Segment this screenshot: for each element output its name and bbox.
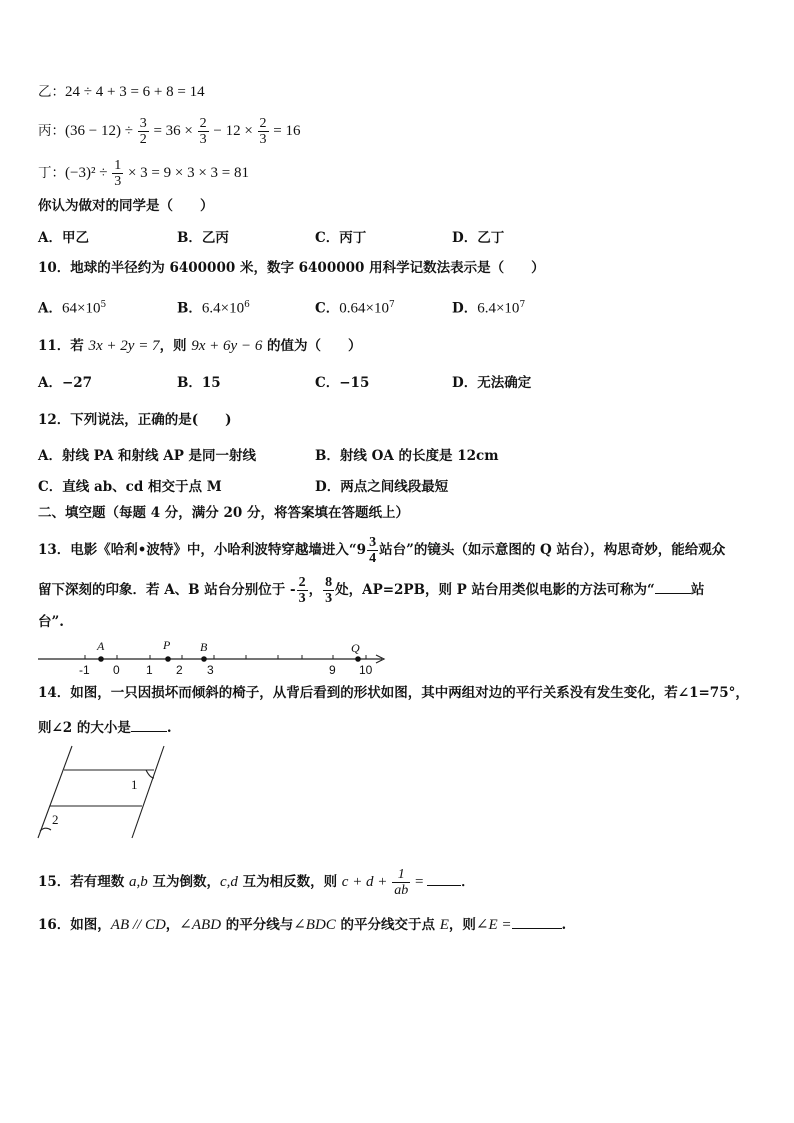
q10-option-d: D．$6.4\times 10^7$ bbox=[452, 300, 526, 317]
angle-2-label: 2 bbox=[52, 812, 59, 827]
label-a: A bbox=[97, 639, 105, 653]
fraction: $\frac{1}{ab}$ bbox=[394, 867, 409, 898]
q10-option-a: A．$64\times 10^5$ bbox=[38, 300, 107, 317]
q16-text: 16．如图，AB // CD，∠ABD 的平分线与∠BDC 的平分线交于点 E，则∠E = . bbox=[38, 917, 567, 933]
label-q: Q bbox=[351, 641, 360, 655]
tick-label: -1 bbox=[79, 663, 90, 677]
answer-blank[interactable] bbox=[512, 927, 562, 929]
q12-option-b: B．射线 OA 的长度是 12cm bbox=[315, 448, 499, 464]
q13-line1: 13．电影《哈利•波特》中，小哈利波特穿越墙进入“9 $\frac{3}{4}$ 站台”的镜头（如示意图的 Q 站台），构思奇妙，能给观众 bbox=[38, 535, 726, 566]
point-b bbox=[201, 656, 207, 662]
point-p bbox=[165, 656, 171, 662]
tick-label: 0 bbox=[113, 663, 120, 677]
q10-option-c: C．$0.64\times 10^7$ bbox=[315, 300, 395, 317]
q13-line2: 留下深刻的印象．若 A、B 站台分别位于 - $\frac{2}{3}$ ， $\frac{8}{3}$ 处，AP=2PB，则 P 站台用类似电影的方法可称为“ 站 bbox=[38, 575, 705, 606]
answer-blank[interactable] bbox=[427, 884, 461, 886]
point-q bbox=[355, 656, 361, 662]
section-heading: 二、填空题（每题 4 分，满分 20 分，将答案填在答题纸上） bbox=[38, 505, 409, 521]
fraction: $\frac{2}{3}$ bbox=[259, 116, 267, 147]
q10-text: 10．地球的半径约为 6400000 米，数字 6400000 用科学记数法表示是（ ） bbox=[38, 260, 545, 276]
q9-option-c: C．丙丁 bbox=[315, 230, 367, 246]
q14-line1: 14．如图，一只因损坏而倾斜的椅子，从背后看到的形状如图，其中两组对边的平行关系没有发生变化，若∠1=75°， bbox=[38, 685, 749, 701]
tick-label: 2 bbox=[176, 663, 183, 677]
q15-text: 15．若有理数 a,b 互为倒数，c,d 互为相反数，则 c + d + $\frac{1}{ab}$ = ． bbox=[38, 867, 475, 898]
q12-option-d: D．两点之间线段最短 bbox=[315, 479, 449, 495]
q9-option-a: A．甲乙 bbox=[38, 230, 89, 246]
tick-label: 9 bbox=[329, 663, 336, 677]
q9-question: 你认为做对的同学是（ ） bbox=[38, 198, 214, 214]
chair-figure bbox=[34, 744, 174, 844]
answer-blank[interactable] bbox=[655, 592, 691, 594]
q11-option-b: B．15 bbox=[177, 375, 221, 391]
label-p: P bbox=[163, 638, 171, 652]
q12-option-a: A．射线 PA 和射线 AP 是同一射线 bbox=[38, 448, 257, 464]
q9-option-d: D．乙丁 bbox=[452, 230, 505, 246]
point-a bbox=[98, 656, 104, 662]
number-line-figure bbox=[30, 634, 392, 678]
fraction: $\frac{3}{4}$ bbox=[369, 535, 377, 566]
q9-bing: 丙：(36 − 12) ÷ $\frac{3}{2}$ = 36 × $\frac{2}{3}$ − 12 × $\frac{2}{3}$ = 16 bbox=[38, 116, 301, 147]
tick-label: 1 bbox=[146, 663, 153, 677]
q14-line2: 则∠2 的大小是 . bbox=[38, 720, 172, 736]
fraction: $\frac{3}{2}$ bbox=[139, 116, 147, 147]
answer-blank[interactable] bbox=[131, 730, 167, 732]
q12-text: 12．下列说法，正确的是( ) bbox=[38, 412, 232, 428]
q9-ding: 丁：(−3)² ÷ $\frac{1}{3}$ × 3 = 9 × 3 × 3 = 81 bbox=[38, 158, 249, 189]
tick-label: 3 bbox=[207, 663, 214, 677]
q11-text: 11．若 3x + 2y = 7，则 9x + 6y − 6 的值为（ ） bbox=[38, 338, 362, 354]
q10-option-b: B．$6.4\times 10^6$ bbox=[177, 300, 250, 317]
q9-yi: 乙：24 ÷ 4 + 3 = 6 + 8 = 14 bbox=[38, 84, 205, 100]
q13-line3: 台”. bbox=[38, 614, 64, 630]
q11-option-d: D．无法确定 bbox=[452, 375, 532, 391]
q11-option-a: A．−27 bbox=[38, 375, 93, 391]
fraction: $\frac{2}{3}$ bbox=[298, 575, 306, 606]
fraction: $\frac{1}{3}$ bbox=[114, 158, 122, 189]
fraction: $\frac{8}{3}$ bbox=[325, 575, 333, 606]
tick-label: 10 bbox=[359, 663, 373, 677]
q9-option-b: B．乙丙 bbox=[177, 230, 229, 246]
angle-1-label: 1 bbox=[131, 777, 138, 792]
q12-option-c: C．直线 ab、cd 相交于点 M bbox=[38, 479, 222, 495]
label-b: B bbox=[200, 640, 208, 654]
q11-option-c: C．−15 bbox=[315, 375, 370, 391]
fraction: $\frac{2}{3}$ bbox=[199, 116, 207, 147]
